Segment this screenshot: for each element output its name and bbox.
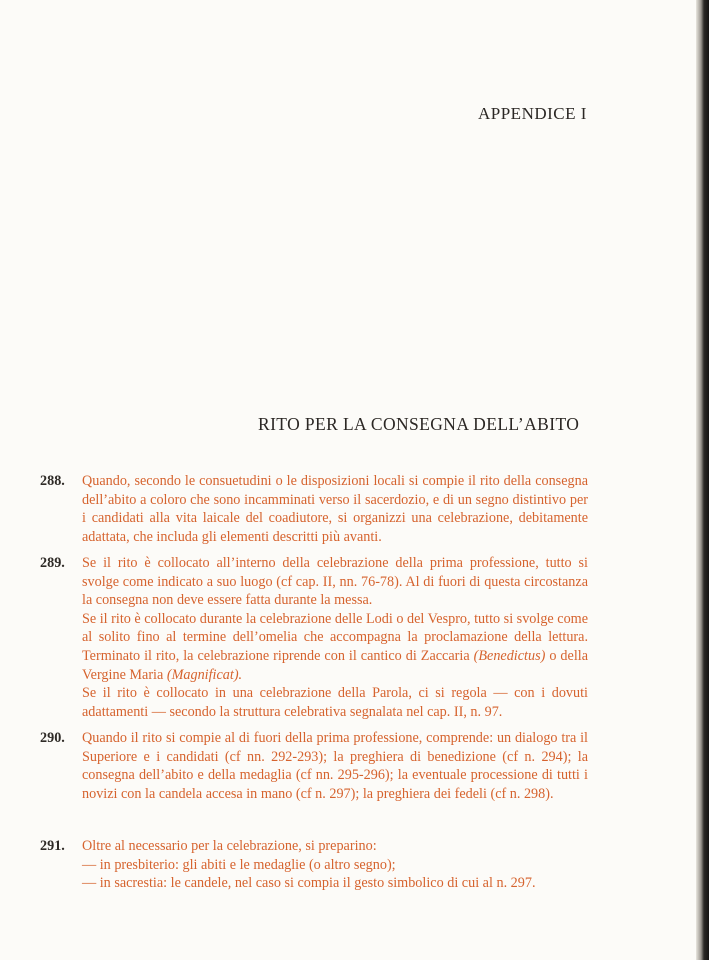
magnificat-italic: (Magnificat). bbox=[166, 666, 243, 683]
paragraph-text-1: Se il rito è collocato all’interno della celebrazione della prima professione, tutto si svolge come indicato a suo luogo (cf cap. II, nn. 76-78). Al di fuori di questa circostanza la consegna non deve essere fatta durante la messa. bbox=[82, 555, 588, 609]
paragraph-number: 290. bbox=[40, 730, 65, 746]
paragraph-290 bbox=[40, 729, 588, 803]
paragraph-number: 288. bbox=[40, 473, 65, 489]
list-item-presbiterio: — in presbiterio: gli abiti e le medaglie (o altro segno); bbox=[82, 856, 396, 873]
benedictus-italic: (Benedictus) bbox=[473, 647, 546, 664]
rite-title: RITO PER LA CONSEGNA DELL’ABITO bbox=[258, 414, 580, 434]
paragraph-291 bbox=[40, 837, 588, 893]
paragraph-text-3: Se il rito è collocato in una celebrazione della Parola, ci si regola — con i dovuti adattamenti — secondo la struttura celebrativa segnalata nel cap. II, n. 97. bbox=[82, 685, 588, 720]
paragraph-intro: Oltre al necessario per la celebrazione, si preparino: bbox=[82, 838, 377, 854]
paragraph-text: Quando, secondo le consuetudini o le disposizioni locali si compie il rito della consegna dell’abito a coloro che sono incamminati verso il sacerdozio, e di un segno distintivo per i candidati alla vita laicale del coadiutore, si organizzi una celebrazione, debitamente adattata, che includa gli elementi descritti più avanti. bbox=[82, 473, 588, 545]
paragraph-288 bbox=[40, 472, 588, 546]
paragraph-text: Quando il rito si compie al di fuori della prima professione, comprende: un dialogo tra il Superiore e i candidati (cf nn. 292-293); la preghiera di benedizione (cf n. 294); la consegna dell’abito e della medaglia (cf nn. 295-296); la eventuale processione di tutti i novizi con la candela accesa in mano (cf n. 297); la preghiera dei fedeli (cf n. 298). bbox=[82, 730, 588, 802]
paragraph-text-2: Se il rito è collocato durante la celebrazione delle Lodi o del Vespro, tutto si svolge come al solito fino al termine dell’omelia che accompagna la proclamazione della lettura. Terminato il rito, la celebrazione riprende con il cantico di Zaccaria (Benedictus) o della Vergine Maria (Magnificat). bbox=[82, 610, 588, 683]
section-header: APPENDICE I bbox=[478, 104, 587, 123]
page-edge-shadow bbox=[696, 0, 709, 960]
list-item-sacrestia: — in sacrestia: le candele, nel caso si compia il gesto simbolico di cui al n. 297. bbox=[82, 875, 536, 892]
paragraph-number: 291. bbox=[40, 838, 65, 854]
paragraph-289 bbox=[40, 554, 588, 721]
paragraph-number: 289. bbox=[40, 555, 65, 571]
